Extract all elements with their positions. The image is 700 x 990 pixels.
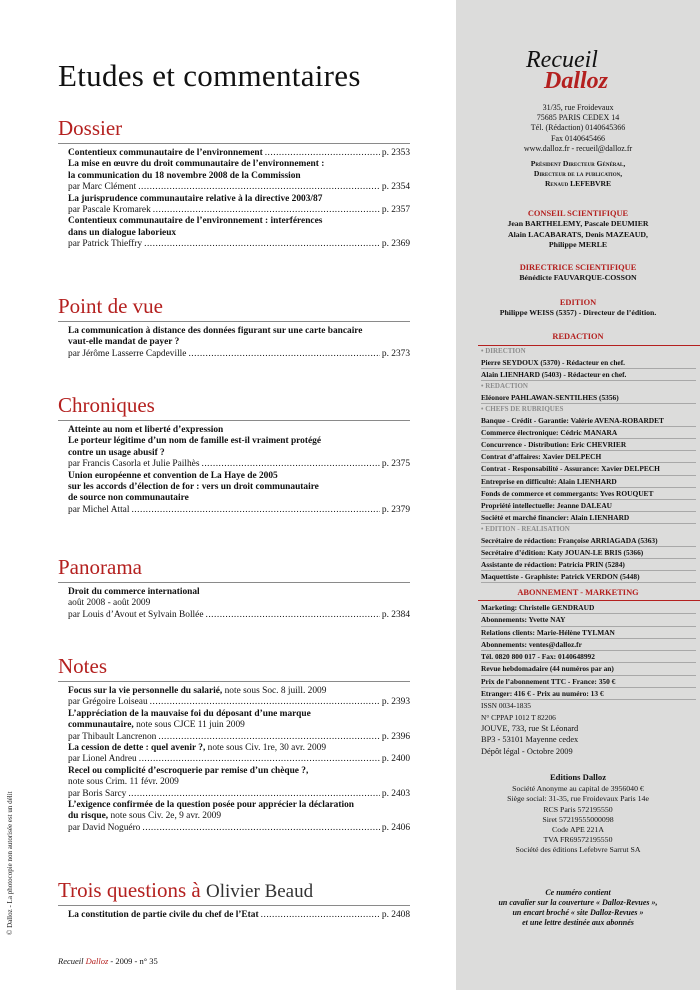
entry-title: L’exigence confirmée de la question posée pour apprécier la déclaration [68,800,354,811]
toc-entry[interactable] [68,587,410,621]
entry-title: Recel ou complicité d’escroquerie par remise d’un chèque ?, [68,765,309,776]
entry-author: par Marc Clément [68,182,137,193]
info-line: Revue hebdomadaire (44 numéros par an) [481,663,696,675]
info-line: BP3 - 53101 Mayenne cedex [481,735,579,745]
note-line: et une lettre destinée aux abonnés [522,918,634,927]
toc-entry[interactable] [68,709,410,743]
abonnement-heading: ABONNEMENT - MARKETING [517,588,639,597]
editions-heading: Editions Dalloz [549,772,607,782]
staff-line: Fonds de commerce et commergants: Yves ROUQUET [481,488,696,500]
entry-author: par Boris Sarcy [68,788,127,799]
entry-title: Contentieux communautaire de l’environnement [68,148,263,158]
entry-title: La jurisprudence communautaire relative à la directive 2003/87 [68,193,323,204]
entry-title: du risque, [68,811,109,822]
page-footer [58,956,158,966]
entry-author: par David Noguéro [68,822,141,833]
entry-title: La cession de dette : quel avenir ?, [68,743,206,754]
info-line: Abonnements: Yvette NAY [481,614,696,626]
entry-period: août 2008 - août 2009 [68,598,151,609]
page-number: p. 2375 [381,459,410,470]
page-number: p. 2379 [381,504,410,515]
info-line: Tél. 0820 800 017 - Fax: 0140648992 [481,651,696,663]
toc-entry[interactable] [68,910,410,921]
leader-dots [131,505,379,516]
address-line: 31/35, rue Froidevaux [542,103,614,112]
info-line: JOUVE, 733, rue St Léonard [481,723,579,733]
company-line: Société Anonyme au capital de 3956040 € [512,784,644,794]
entry-title: Union européenne et convention de La Haye de 2005 [68,470,278,481]
guest-name: Olivier Beaud [206,881,314,902]
conseil-scientifique [456,209,700,250]
page-number: p. 2369 [381,239,410,250]
entry-title: La communication à distance des données figurant sur une carte bancaire [68,326,363,336]
leader-dots [201,459,379,470]
section-panorama [58,557,410,621]
info-line: Dépôt légal - Octobre 2009 [481,746,573,756]
conseil-member-line: Jean BARTHELEMY, Pascale DEUMIER [507,219,649,229]
staff-line: Commerce électronique: Cédric MANARA [481,427,696,439]
entry-title: Contentieux communautaire de l’environnement : interférences [68,216,323,227]
toc-entry[interactable] [68,216,410,250]
staff-line: Secrétaire de rédaction: Françoise ARRIAGADA (5363) [481,535,696,547]
staff-line: Contrat d’affaires: Xavier DELPECH [481,451,696,463]
address-line: Tél. (Rédaction) 0140645366 [530,123,626,133]
leader-dots [158,732,380,743]
section-trois-questions [58,880,410,921]
page-number: p. 2354 [381,182,410,193]
president-line: Président Directeur Général, [530,159,626,169]
page-number: p. 2400 [381,754,410,765]
page-number: p. 2353 [381,148,410,158]
entry-author: par Michel Attal [68,504,130,515]
entry-author: par Thibault Lancrenon [68,731,157,742]
redaction-staff [481,346,696,583]
company-line: Siret 57219555000098 [542,814,614,824]
entry-title: Focus sur la vie personnelle du salarié, [68,686,223,696]
toc-entry[interactable] [68,194,410,217]
section-chroniques [58,395,410,516]
abonnement-info [481,602,696,757]
staff-line: Société et marché financier: Alain LIENHARD [481,512,696,524]
edition-director: Philippe WEISS (5357) - Directeur de l’édition. [499,308,657,318]
toc-entry[interactable] [68,159,410,193]
page-number: p. 2406 [381,822,410,833]
redaction-heading-block [456,332,700,342]
entry-author: par Jérôme Lasserre Capdeville [68,348,187,359]
toc-entry[interactable] [68,743,410,766]
address-line: Fax 0140645466 [551,133,605,143]
leader-dots [142,823,380,834]
toc-entry[interactable] [68,766,410,800]
editions-dalloz [456,772,700,856]
divider [478,600,700,601]
section-header [58,880,410,906]
section-header [58,395,410,421]
section-header [58,118,410,144]
page-number: p. 2408 [381,910,410,920]
section-title: Panorama [58,555,142,579]
staff-line: Concurrence - Distribution: Eric CHEVRIER [481,439,696,451]
section-title: Trois questions à [58,878,201,902]
page-number: p. 2357 [381,205,410,216]
entry-title: La mise en œuvre du droit communautaire de l’environnement : [68,159,325,170]
leader-dots [205,610,379,621]
staff-line: Maquettiste - Graphiste: Patrick VERDON (5448) [481,571,696,583]
company-line: RCS Paris 572195550 [543,804,613,814]
page-number: p. 2384 [381,609,410,620]
directrice-name: Bénédicte FAUVARQUE-COSSON [519,273,637,283]
publisher-address [456,103,700,190]
company-line: Société des éditions Lefebvre Sarrut SA [515,845,641,855]
leader-dots [261,910,380,921]
entry-title: dans un dialogue laborieux [68,227,177,238]
subheading: • CHEFS DE RUBRIQUES [481,405,564,414]
recueil-dalloz-logo [526,47,609,94]
page-number: p. 2396 [381,731,410,742]
entry-author: par Patrick Thieffry [68,239,143,250]
staff-line: Entreprise en difficulté: Alain LIENHARD [481,476,696,488]
note-line: Ce numéro contient [545,888,611,897]
staff-line: Contrat - Responsabilité - Assurance: Xavier DELPECH [481,463,696,475]
toc-entry[interactable] [68,471,410,517]
staff-line: Banque - Crédit - Garantie: Valérie AVENA-ROBARDET [481,415,696,427]
conseil-heading: CONSEIL SCIENTIFIQUE [527,209,629,218]
info-line: Relations clients: Marie-Hélène TYLMAN [481,627,696,639]
website-email[interactable]: www.dalloz.fr - recueil@dalloz.fr [523,143,633,153]
staff-line: Secrétaire d’édition: Katy JOUAN-LE BRIS (5366) [481,547,696,559]
info-line: Prix de l’abonnement TTC - France: 350 € [481,676,696,688]
logo-dalloz: Dalloz [544,68,609,94]
leader-dots [188,349,379,360]
footer-issue: - 2009 - n° 35 [108,956,158,966]
edition-heading: EDITION [559,298,597,307]
entry-title: Le porteur légitime d’un nom de famille est-il vraiment protégé [68,436,321,447]
entry-note: note sous Civ. 2e, 9 avr. 2009 [108,811,222,822]
leader-dots [265,148,380,159]
page-number: p. 2393 [381,697,410,708]
entry-note: note sous Crim. 11 févr. 2009 [68,777,179,788]
president-name: Renaud LEFEBVRE [544,179,612,189]
conseil-member-line: Alain LACABARATS, Denis MAZEAUD, [508,229,648,239]
masthead-panel [456,0,700,990]
staff-line: Eléonore PAHLAWAN-SENTILHES (5356) [481,392,696,404]
section-title: Notes [58,654,107,678]
note-line: un cavalier sur la couverture « Dalloz-Revues », [498,898,658,907]
toc-entry[interactable] [68,148,410,159]
entry-title: communautaire, [68,720,134,731]
entry-author: par Grégoire Loiseau [68,697,148,708]
note-line: un encart broché « site Dalloz-Revues » [512,908,644,917]
page-number: p. 2403 [381,788,410,799]
leader-dots [128,789,380,800]
toc-entry[interactable] [68,326,410,360]
directrice-scientifique [456,263,700,284]
staff-line: Propriété intellectuelle: Jeanne DALEAU [481,500,696,512]
conseil-member-line: Philippe MERLE [548,239,608,249]
president-line: Directeur de la publication, [533,169,623,179]
entry-author: par Louis d’Avout et Sylvain Bollée [68,609,204,620]
entry-title: sur les accords d’élection de for : vers un droit communautaire [68,482,319,493]
redaction-heading: REDACTION [552,332,604,341]
entry-title: contre un usage abusif ? [68,447,165,458]
entry-author: par Lionel Andreu [68,754,137,765]
section-header [58,296,410,322]
edition-block [456,298,700,319]
section-dossier [58,118,410,251]
subheading: • DIRECTION [481,347,526,355]
leader-dots [153,205,380,216]
info-line[interactable]: Abonnements: ventes@dalloz.fr [481,639,696,651]
info-line: ISSN 0034-1835 [481,701,531,711]
subheading: • REDACTION [481,382,528,391]
address-line: 75685 PARIS CEDEX 14 [536,113,620,123]
info-line: N° CPPAP 1012 T 82206 [481,712,556,722]
company-line: Siège social: 31-35, rue Froidevaux Paris 14e [507,794,649,804]
company-line: Code APE 221A [552,825,604,835]
abonnement-heading-block [456,588,700,598]
section-header [58,557,410,583]
section-header [58,656,410,682]
entry-title: Atteinte au nom et liberté d’expression [68,425,224,435]
subheading: • EDITION - REALISATION [481,524,570,533]
entry-title: la communication du 18 novembre 2008 de la Commission [68,170,301,181]
section-point-de-vue [58,296,410,360]
entry-title: La constitution de partie civile du chef de l’Etat [68,910,259,920]
toc-entry[interactable] [68,800,410,834]
toc-entry[interactable] [68,425,410,471]
section-notes [58,656,410,834]
leader-dots [138,182,380,193]
entry-title: Droit du commerce international [68,587,200,597]
entry-title: L’appréciation de la mauvaise foi du déposant d’une marque [68,708,311,719]
page-number: p. 2373 [381,348,410,359]
footer-dalloz: Dalloz [85,956,109,966]
entry-title: de source non communautaire [68,493,189,504]
entry-note: note sous Soc. 8 juill. 2009 [222,686,327,696]
entry-author: par Pascale Kromarek [68,205,151,216]
entry-title: vaut-elle mandat de payer ? [68,337,180,348]
toc-entry[interactable] [68,686,410,709]
page-title: Etudes et commentaires [58,58,361,93]
leader-dots [139,754,380,765]
leader-dots [150,697,380,708]
info-line: Marketing: Christelle GENDRAUD [481,602,696,614]
issue-contents-note [456,888,700,928]
section-title: Dossier [58,116,123,140]
directrice-heading: DIRECTRICE SCIENTIFIQUE [519,263,637,272]
copyright-notice: © Dalloz - La photocopie non autorisée est un délit [6,791,14,935]
staff-line: Assistante de rédaction: Patricia PRIN (5284) [481,559,696,571]
staff-line: Alain LIENHARD (5403) - Rédacteur en chef. [481,369,696,381]
entry-note: note sous CJCE 11 juin 2009 [133,720,245,731]
entry-author: par Francis Casorla et Julie Pailhès [68,459,200,470]
leader-dots [144,239,380,250]
entry-note: note sous Civ. 1re, 30 avr. 2009 [205,743,327,754]
section-title: Chroniques [58,393,155,417]
logo-recueil: Recueil [526,47,598,73]
staff-line: Pierre SEYDOUX (5370) - Rédacteur en chef. [481,357,696,369]
company-line: TVA FR69572195550 [543,835,613,845]
info-line: Etranger: 416 € - Prix au numéro: 13 € [481,688,696,700]
section-title: Point de vue [58,294,163,318]
table-of-contents [58,0,410,990]
footer-recueil: Recueil [58,956,84,966]
